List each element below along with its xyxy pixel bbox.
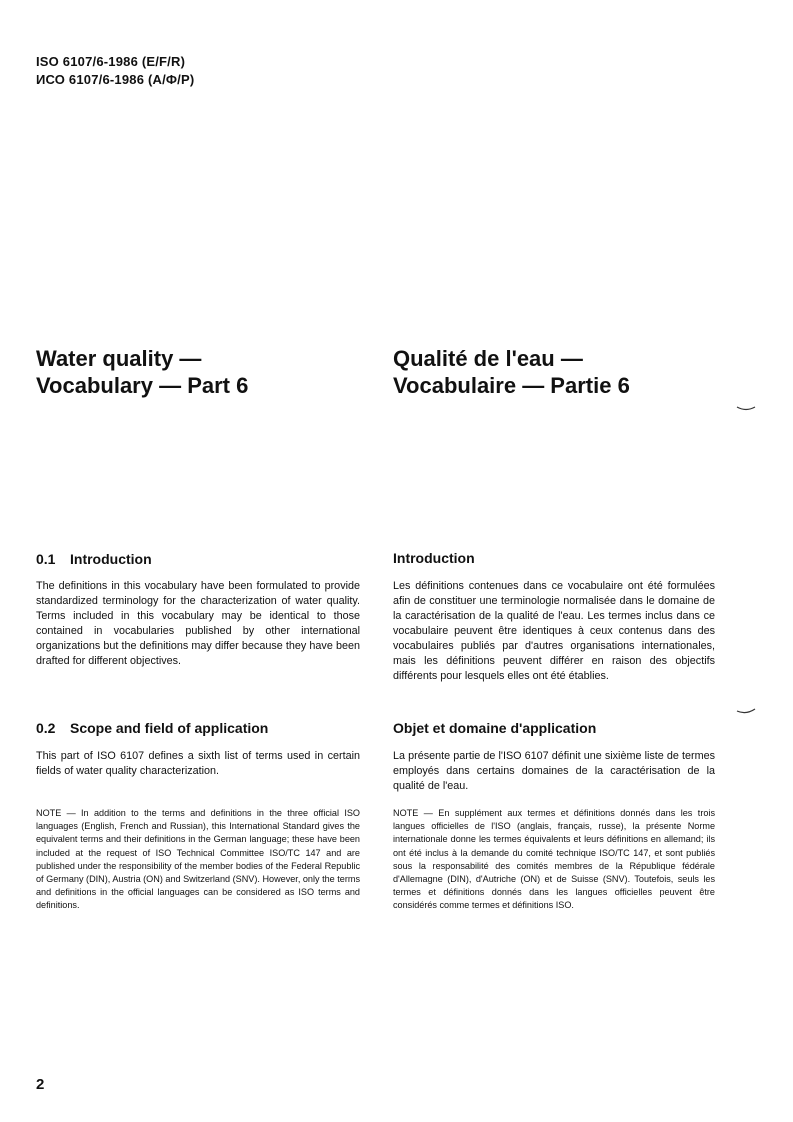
introduction-text-english: The definitions in this vocabulary have been formulated to provide standardized terminology for the characterization of water quality. Terms included in this vocabulary may be identical to those contained in vocabularies published by other international organizations but the definitions may differ because they have been drafted for different objectives. [36, 580, 360, 667]
title-english-line-1: Water quality — [36, 346, 202, 371]
scope-text-english: This part of ISO 6107 defines a sixth list of terms used in certain fields of water quality characterization. [36, 750, 360, 777]
scope-text-french: La présente partie de l'ISO 6107 définit une sixième liste de termes employés dans certains domaines de la caractérisation de la qualité de l'eau. [393, 750, 715, 792]
standard-reference: ISO 6107/6-1986 (E/F/R) [36, 54, 186, 69]
title-french-line-1: Qualité de l'eau — [393, 346, 583, 371]
note-french: NOTE — En supplément aux termes et définitions donnés dans les trois langues officielles de l'ISO (anglais, français, russe), la présente Norme internationale donne les termes équivalents et leurs définitions en allemand; ils ont été inclus à la demande du comité technique ISO/TC 147, et sont publiés sous la responsabilité des comités membres de la République fédérale d'Allemagne (DIN), d'Autriche (ON) et de Suisse (SNV). Toutefois, seuls les termes et définitions donnés dans les langues officielles peuvent être considérés comme termes et définitions ISO. [393, 808, 715, 911]
scope-heading-french: Objet et domaine d'application [393, 720, 597, 736]
title-french [393, 345, 630, 399]
introduction-heading-french: Introduction [393, 550, 475, 566]
note-english: NOTE — In addition to the terms and definitions in the three official ISO languages (English, French and Russian), this International Standard gives the equivalent terms and their definitions in the German language; these have been included at the request of ISO Technical Committee ISO/TC 147 and are published under the responsibility of the member bodies of the Federal Republic of Germany (DIN), Austria (ON) and Switzerland (SNV). However, only the terms and definitions in the official languages can be considered as ISO terms and definitions. [36, 808, 360, 911]
title-english-line-2: Vocabulary — Part 6 [36, 373, 249, 398]
section-title: Scope and field of application [70, 720, 269, 736]
section-number: 0.1 [36, 551, 56, 567]
page-number: 2 [36, 1076, 45, 1093]
section-title: Introduction [70, 551, 152, 567]
title-english [36, 345, 248, 399]
title-french-line-2: Vocabulaire — Partie 6 [393, 373, 630, 398]
introduction-text-french: Les définitions contenues dans ce vocabulaire ont été formulées afin de constituer une terminologie normalisée dans le domaine de la caractérisation de la qualité de l'eau. Les termes inclus dans ce vocabulaire peuvent être identiques à ceux contenus dans des vocabulaires publiés par d'autres organisations internationales, mais les définitions peuvent différer en raison des objectifs différents pour lesquels elles ont été établies. [393, 580, 715, 682]
introduction-heading-english [36, 551, 152, 567]
standard-reference-russian: ИСО 6107/6-1986 (А/Ф/Р) [36, 72, 195, 87]
margin-mark [736, 706, 756, 716]
margin-mark [736, 404, 756, 414]
scope-heading-english [36, 720, 268, 736]
section-number: 0.2 [36, 720, 56, 736]
